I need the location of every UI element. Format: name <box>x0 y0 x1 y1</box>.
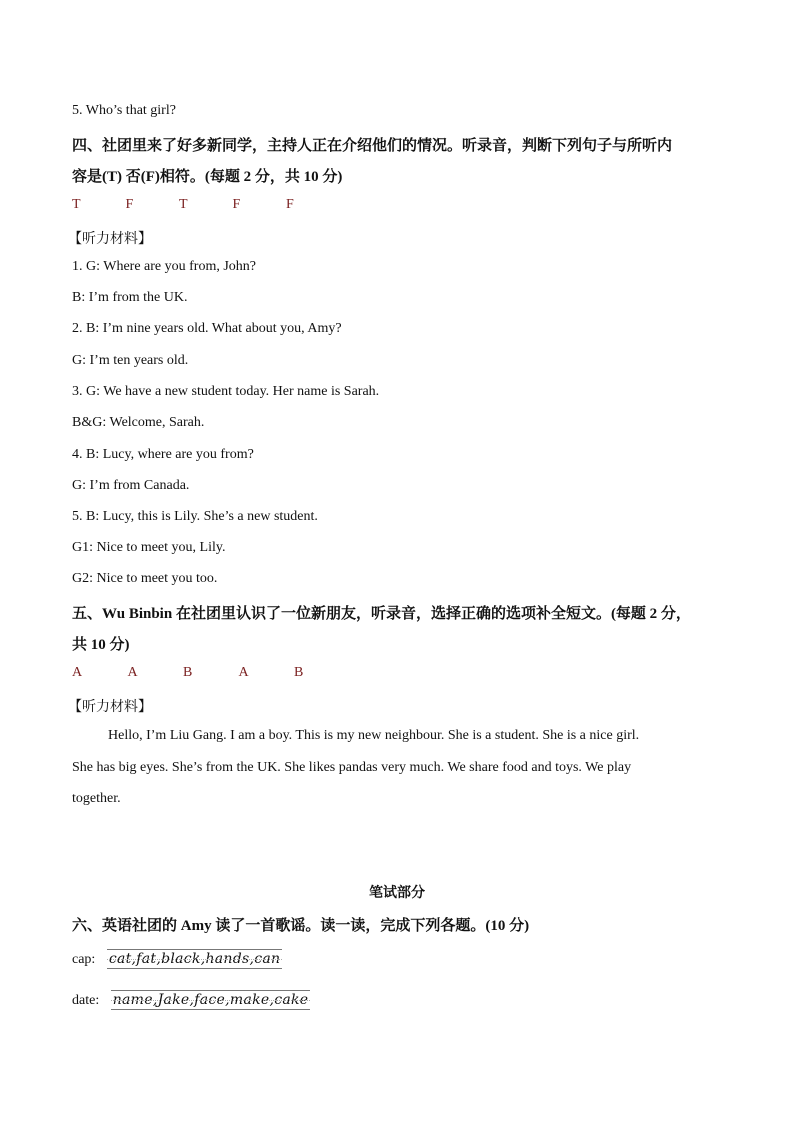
date-label: date: <box>72 993 100 1008</box>
cap-words <box>107 951 283 967</box>
answer-2: A <box>127 665 138 680</box>
transcript-line: 2. B: I’m nine years old. What about you, Amy? <box>72 321 342 336</box>
section-4-heading-line2: 容是(T) 否(F)相符。(每题 2 分，共 10 分) <box>72 169 343 185</box>
question-5-who-girl: 5. Who’s that girl? <box>72 103 176 118</box>
cap-label: cap: <box>72 952 96 967</box>
transcript-line: G1: Nice to meet you, Lily. <box>72 540 226 555</box>
transcript-line: 1. G: Where are you from, John? <box>72 259 257 274</box>
date-words-text: name,Jake,face,make,cake <box>112 992 309 1008</box>
section-6-heading: 六、英语社团的 Amy 读了一首歌谣。读一读，完成下列各题。(10 分) <box>72 918 530 934</box>
section-4-answers <box>72 197 336 213</box>
passage-line: Hello, I’m Liu Gang. I am a boy. This is my new neighbour. She is a student. She is a nice girl. <box>108 728 640 743</box>
transcript-line: G: I’m from Canada. <box>72 478 190 493</box>
section-5-heading-line1: 五、Wu Binbin 在社团里认识了一位新朋友，听录音，选择正确的选项补全短文。(每题 2 分， <box>72 606 691 622</box>
answer-5: F <box>286 197 294 212</box>
transcript-line: G: I’m ten years old. <box>72 353 189 368</box>
cap-row <box>72 951 282 968</box>
transcript-line: 4. B: Lucy, where are you from? <box>72 447 254 462</box>
answer-3: B <box>183 665 193 680</box>
section-5-answers <box>72 665 346 681</box>
transcript-line: B&G: Welcome, Sarah. <box>72 415 205 430</box>
cap-words-text: cat,fat,black,hands,can <box>108 951 281 967</box>
answer-5: B <box>294 665 304 680</box>
passage-line: together. <box>72 791 121 806</box>
date-row <box>72 992 310 1009</box>
answer-1: A <box>72 665 83 680</box>
section-5-heading-line2: 共 10 分) <box>72 637 130 653</box>
answer-2: F <box>125 197 134 212</box>
answer-1: T <box>72 197 81 212</box>
transcript-line: B: I’m from the UK. <box>72 290 188 305</box>
answer-3: T <box>179 197 188 212</box>
answer-4: A <box>238 665 249 680</box>
passage-line: She has big eyes. She’s from the UK. She likes pandas very much. We share food and toys. We play <box>72 760 632 775</box>
written-part-title: 笔试部分 <box>369 886 425 901</box>
section-5-material-label: 【听力材料】 <box>68 700 152 715</box>
transcript-line: 5. B: Lucy, this is Lily. She’s a new student. <box>72 509 318 524</box>
answer-4: F <box>232 197 241 212</box>
transcript-line: G2: Nice to meet you too. <box>72 571 218 586</box>
transcript-line: 3. G: We have a new student today. Her name is Sarah. <box>72 384 380 399</box>
date-words <box>111 992 311 1008</box>
section-4-material-label: 【听力材料】 <box>68 232 152 247</box>
section-4-heading-line1: 四、社团里来了好多新同学，主持人正在介绍他们的情况。听录音，判断下列句子与所听内 <box>72 138 673 154</box>
